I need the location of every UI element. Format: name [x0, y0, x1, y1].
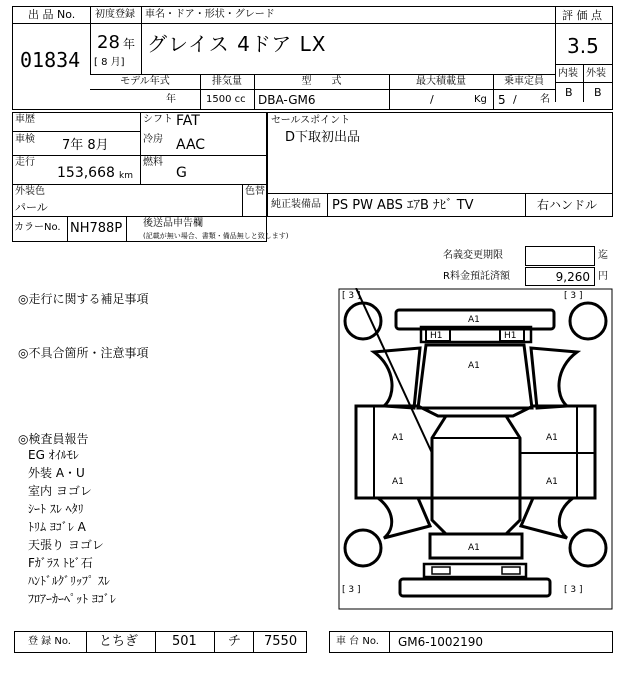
- ac-label: 冷房: [143, 134, 163, 145]
- reg-kana: チ: [228, 634, 242, 649]
- car-name-label: 車名・ドア・形状・グレード: [145, 9, 275, 20]
- mark-front-bumper: A1: [468, 315, 480, 325]
- sales-point-value: D下取初出品: [285, 130, 361, 145]
- inspector-line: 天張り ヨゴレ: [28, 538, 104, 552]
- mark-rear-door-right: A1: [546, 477, 558, 487]
- fuel-value: G: [176, 165, 187, 181]
- defects-notes-title: ◎不具合箇所・注意事項: [18, 346, 149, 360]
- shift-value: FAT: [176, 113, 200, 129]
- fuel-label: 燃料: [143, 157, 163, 168]
- capacity-separator: /: [513, 93, 517, 106]
- interior-grade: B: [565, 86, 573, 99]
- tire-label: [ 3 ]: [342, 585, 361, 595]
- aftermarket-label: 後送品申告欄: [143, 218, 203, 229]
- capacity-label: 乗車定員: [504, 76, 544, 87]
- inspector-line: ﾄﾘﾑ ﾖｺﾞﾚ A: [28, 520, 86, 534]
- color-change-label: 色替: [245, 186, 265, 197]
- mileage-label: 走行: [15, 157, 35, 168]
- capacity-unit: 名: [540, 94, 550, 105]
- car-name: グレイス 4ドア LX: [147, 32, 327, 56]
- type-label: 型 式: [301, 76, 342, 87]
- ac-value: AAC: [176, 137, 206, 153]
- aftermarket-note: (記載が無い場合、書類・備品無しと致します): [143, 232, 289, 240]
- model-code: DBA-GM6: [258, 93, 316, 107]
- tire-label: [ 3 ]: [564, 291, 583, 301]
- mileage-value: 153,668: [57, 165, 115, 181]
- inspector-line: 室内 ヨゴレ: [28, 484, 92, 498]
- tire-label: [ 3 ]: [564, 585, 583, 595]
- mark-headlight-right: H1: [504, 331, 517, 341]
- score-value: 3.5: [567, 34, 599, 58]
- recycle-label: R料金預託済額: [443, 271, 510, 282]
- ext-color-value: パール: [15, 201, 48, 214]
- capacity-value: 5: [498, 93, 506, 107]
- inspector-line: ﾌﾛｱｰｶｰﾍﾟｯﾄ ﾖｺﾞﾚ: [28, 592, 116, 606]
- score-label: 評 価 点: [562, 9, 602, 22]
- chassis-label: 車 台 No.: [336, 636, 379, 647]
- reg-year-unit: 年: [123, 37, 136, 51]
- lot-number: 01834: [20, 48, 81, 72]
- reg-number: 7550: [264, 634, 298, 649]
- equipment-label: 純正装備品: [271, 199, 321, 210]
- color-no-value: NH788P: [70, 221, 123, 236]
- inspection-value: 7年 8月: [62, 138, 109, 153]
- color-no-label: カラーNo.: [14, 222, 61, 233]
- model-year-unit: 年: [166, 94, 176, 105]
- inspector-line: 外装 A・U: [28, 466, 85, 480]
- max-load-label: 最大積載量: [416, 76, 466, 87]
- mark-rear-door-left: A1: [392, 477, 404, 487]
- mark-hood: A1: [468, 361, 480, 371]
- exterior-label: 外装: [586, 68, 606, 79]
- inspector-line: Fｶﾞﾗｽ ﾄﾋﾞ石: [28, 556, 93, 570]
- max-load-unit: Kg: [474, 94, 487, 105]
- reg-year: 28: [97, 32, 120, 53]
- name-change-unit: 迄: [598, 250, 608, 261]
- car-damage-diagram: [338, 288, 613, 610]
- exterior-grade: B: [594, 86, 602, 99]
- history-label: 車歴: [15, 114, 35, 125]
- inspector-line: ｼｰﾄ ｽﾚ ﾍﾀﾘ: [28, 502, 84, 516]
- inspector-line: ﾊﾝﾄﾞﾙｸﾞﾘｯﾌﾟ ｽﾚ: [28, 574, 110, 588]
- mark-trunk: A1: [468, 543, 480, 553]
- recycle-unit: 円: [598, 271, 608, 282]
- equipment-value: PS PW ABS ｴｱB ﾅﾋﾞ TV: [332, 198, 474, 213]
- mark-front-door-right: A1: [546, 433, 558, 443]
- inspection-label: 車検: [15, 134, 35, 145]
- tire-label: [ 3 ]: [342, 291, 361, 301]
- reg-month: [ 8 月]: [94, 57, 125, 68]
- shift-label: シフト: [143, 114, 173, 125]
- sales-point-label: セールスポイント: [271, 115, 351, 126]
- inspector-line: EG ｵｲﾙﾓﾚ: [28, 448, 79, 462]
- max-load-value: /: [430, 93, 434, 106]
- displacement-label: 排気量: [212, 76, 242, 87]
- recycle-amount: 9,260: [555, 270, 590, 284]
- mileage-unit: km: [119, 171, 133, 181]
- handle-value: 右ハンドル: [537, 198, 598, 212]
- name-change-box: [525, 246, 595, 266]
- driving-notes-title: ◎走行に関する補足事項: [18, 292, 149, 306]
- name-change-label: 名義変更期限: [443, 250, 503, 261]
- interior-label: 内装: [558, 68, 578, 79]
- chassis-no: GM6-1002190: [398, 635, 484, 649]
- model-year-label: モデル年式: [120, 76, 170, 87]
- lot-label: 出 品 No.: [28, 8, 76, 21]
- reg-class: 501: [172, 634, 197, 649]
- inspector-title: ◎検査員報告: [18, 432, 89, 446]
- ext-color-label: 外装色: [15, 186, 45, 197]
- reg-no-label: 登 録 No.: [28, 636, 71, 647]
- mark-front-door-left: A1: [392, 433, 404, 443]
- mark-headlight-left: H1: [430, 331, 443, 341]
- displacement-value: 1500 cc: [206, 94, 246, 105]
- reg-region: とちぎ: [99, 634, 139, 649]
- first-reg-label: 初度登録: [95, 9, 135, 20]
